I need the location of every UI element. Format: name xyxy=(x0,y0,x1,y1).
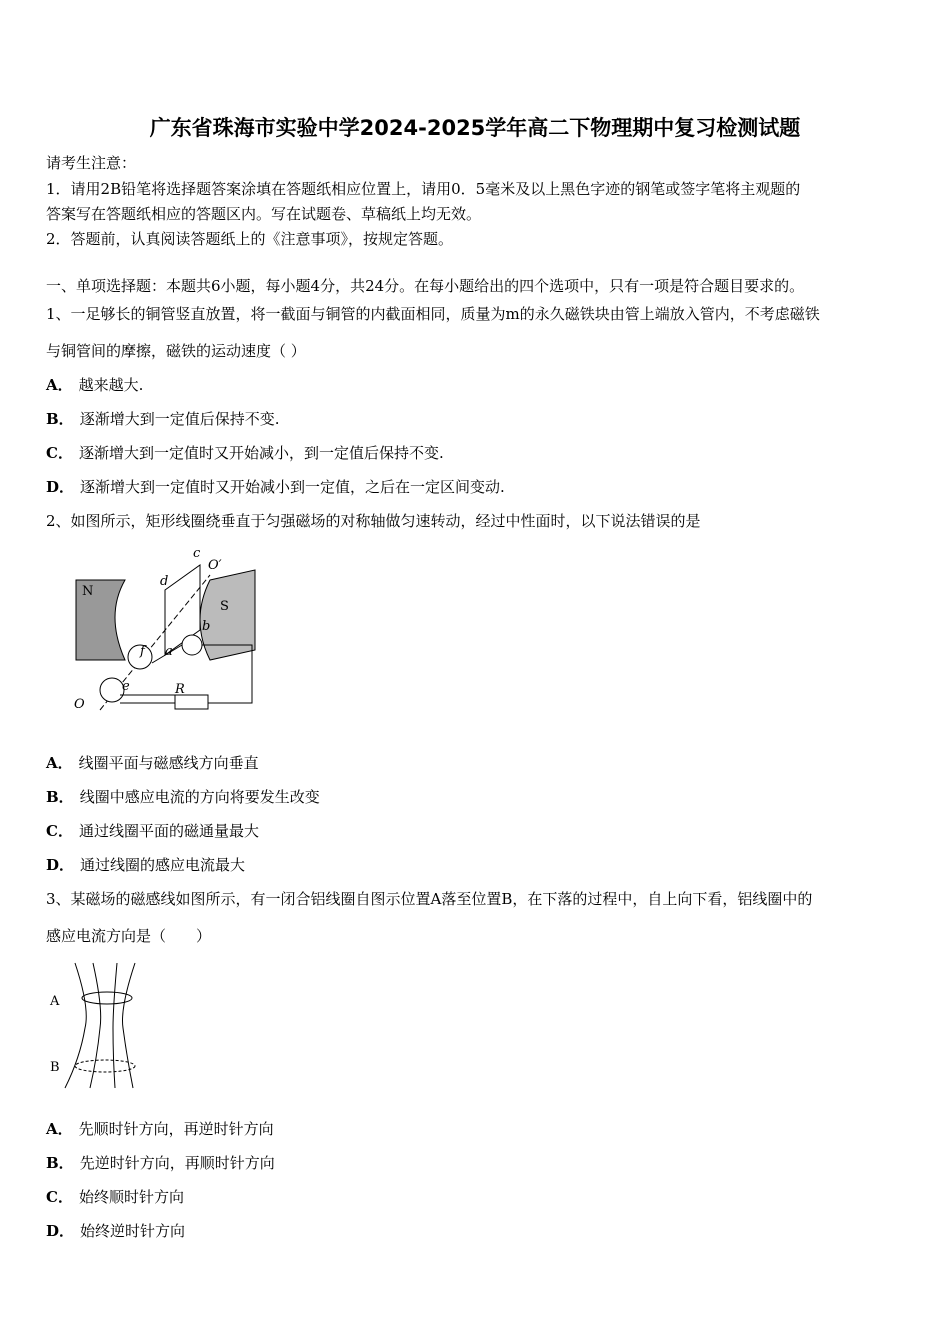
svg-text:a: a xyxy=(165,644,173,659)
svg-text:c: c xyxy=(193,546,201,561)
svg-text:O: O xyxy=(74,697,85,712)
notice-line: 1．请用2B铅笔将选择题答案涂填在答题纸相应位置上，请用0．5毫米及以上黑色字迹的钢笔或签字笔将主观题的 xyxy=(46,180,801,198)
svg-text:A: A xyxy=(50,994,60,1009)
notice-line: 答案写在答题纸相应的答题区内。写在试题卷、草稿纸上均无效。 xyxy=(46,205,482,223)
q2-option-d: D． 通过线圈的感应电流最大 xyxy=(46,856,246,874)
q1-option-c: C． 逐渐增大到一定值时又开始减小，到一定值后保持不变. xyxy=(46,444,444,462)
question-1-text: 1、一足够长的铜管竖直放置，将一截面与铜管的内截面相同，质量为m的永久磁铁块由管上端放入管内，不考虑磁铁 xyxy=(46,305,820,323)
svg-text:b: b xyxy=(202,619,211,634)
q2-option-a: A． 线圈平面与磁感线方向垂直 xyxy=(46,754,259,772)
svg-text:O′: O′ xyxy=(208,558,222,573)
question-2-text: 2、如图所示，矩形线圈绕垂直于匀强磁场的对称轴做匀速转动，经过中性面时，以下说法错误的是 xyxy=(46,512,701,530)
q1-option-d: D． 逐渐增大到一定值时又开始减小到一定值，之后在一定区间变动. xyxy=(46,478,505,496)
magnetic-field-diagram xyxy=(45,958,155,1093)
q3-option-b: B． 先逆时针方向，再顺时针方向 xyxy=(46,1154,275,1172)
question-1-text: 与铜管间的摩擦，磁铁的运动速度（ ） xyxy=(46,342,306,360)
q2-option-b: B． 线圈中感应电流的方向将要发生改变 xyxy=(46,788,320,806)
svg-text:B: B xyxy=(50,1060,60,1075)
page-title: 广东省珠海市实验中学2024-2025学年高二下物理期中复习检测试题 xyxy=(149,116,801,140)
question-3-text: 3、某磁场的磁感线如图所示，有一闭合铝线圈自图示位置A落至位置B，在下落的过程中，自上向下看，铝线圈中的 xyxy=(46,890,813,908)
q3-option-c: C． 始终顺时针方向 xyxy=(46,1188,184,1206)
svg-text:e: e xyxy=(122,679,130,694)
q1-option-a: A． 越来越大. xyxy=(46,376,144,394)
svg-text:f: f xyxy=(140,644,145,659)
svg-text:N: N xyxy=(82,584,94,599)
section-heading: 一、单项选择题：本题共6小题，每小题4分，共24分。在每小题给出的四个选项中，只有一项是符合题目要求的。 xyxy=(46,277,805,295)
q1-option-b: B． 逐渐增大到一定值后保持不变. xyxy=(46,410,280,428)
svg-text:d: d xyxy=(160,574,169,589)
q3-option-d: D． 始终逆时针方向 xyxy=(46,1222,186,1240)
notice-heading: 请考生注意： xyxy=(46,154,137,172)
question-3-text: 感应电流方向是（ ） xyxy=(46,927,212,945)
generator-diagram xyxy=(60,545,260,715)
svg-text:R: R xyxy=(175,682,185,697)
notice-line: 2．答题前，认真阅读答题纸上的《注意事项》，按规定答题。 xyxy=(46,230,454,248)
svg-text:S: S xyxy=(220,599,229,614)
q3-option-a: A． 先顺时针方向，再逆时针方向 xyxy=(46,1120,274,1138)
q2-option-c: C． 通过线圈平面的磁通量最大 xyxy=(46,822,259,840)
